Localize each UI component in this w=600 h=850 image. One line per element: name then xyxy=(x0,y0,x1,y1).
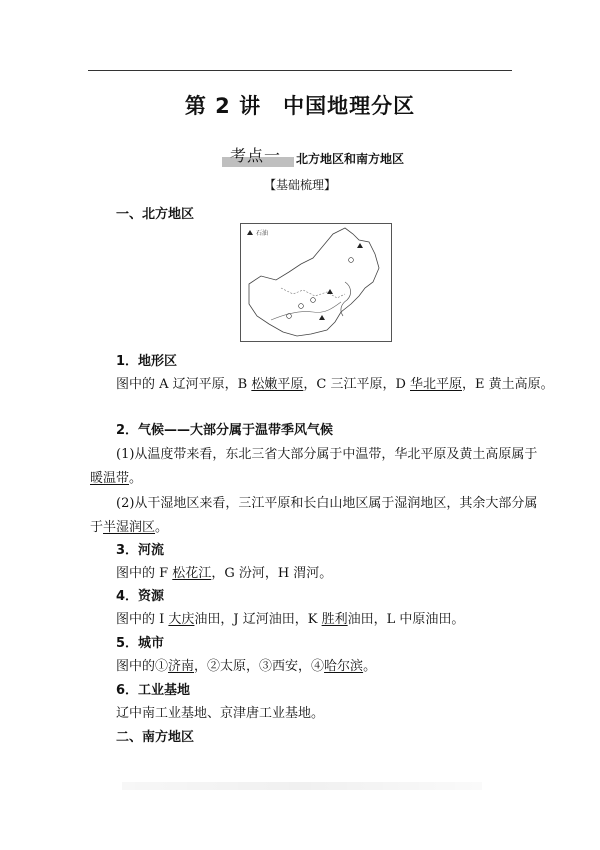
climate-p2-line2 xyxy=(90,516,168,535)
map-oil-symbol-2 xyxy=(327,289,333,294)
map-legend-icon xyxy=(247,230,253,235)
resources-answer-i: 大庆 xyxy=(168,612,195,627)
climate-p2-prefix: 于 xyxy=(90,520,104,535)
resources-mid: 油田，J 辽河油田，K xyxy=(194,612,322,627)
resources-prefix: 图中的 I xyxy=(116,612,169,627)
resources-heading: 4．资源 xyxy=(116,589,165,604)
rivers-heading: 3．河流 xyxy=(116,543,165,558)
resources-rest: 油田，L 中原油田。 xyxy=(347,612,465,627)
rivers-rest: ，G 汾河，H 渭河。 xyxy=(211,566,333,581)
lecture-topic: 中国地理分区 xyxy=(283,94,416,118)
resources-text xyxy=(116,608,464,627)
rivers-prefix: 图中的 F xyxy=(116,566,173,581)
cities-text xyxy=(116,655,376,674)
landform-answer-d: 华北平原 xyxy=(410,377,463,392)
landform-answer-b: 松嫩平原 xyxy=(251,377,304,392)
resources-answer-k: 胜利 xyxy=(321,612,348,627)
map-river xyxy=(271,302,341,320)
cities-prefix: 图中的① xyxy=(116,659,169,674)
lecture-number: 第 2 讲 xyxy=(184,94,262,118)
climate-p2-end: 。 xyxy=(155,520,169,535)
climate-p1-line2 xyxy=(90,467,142,486)
section-north-heading: 一、北方地区 xyxy=(116,207,195,222)
climate-p2-line1: (2)从干湿地区来看，三江平原和长白山地区属于湿润地区，其余大部分属 xyxy=(116,496,538,511)
map-oil-symbol-1 xyxy=(357,243,363,248)
map-figure xyxy=(241,224,391,341)
page-title xyxy=(0,90,600,120)
map-marker-2 xyxy=(311,298,316,303)
top-rule xyxy=(88,70,512,71)
industry-text: 辽中南工业基地、京津唐工业基地。 xyxy=(116,706,325,721)
industry-heading: 6．工业基地 xyxy=(116,683,191,698)
landform-mid: ，C 三江平原，D xyxy=(303,377,410,392)
map-marker-1 xyxy=(299,304,304,309)
landform-end: ，E 黄土高原。 xyxy=(462,377,554,392)
map-oil-symbol-3 xyxy=(319,315,325,320)
section-south-heading: 二、南方地区 xyxy=(116,730,195,745)
rivers-answer-f: 松花江 xyxy=(172,566,212,581)
map-marker-3 xyxy=(287,314,292,319)
landform-prefix: 图中的 A 辽河平原，B xyxy=(116,377,252,392)
map-legend-text: 石油 xyxy=(256,230,269,237)
cities-answer-4: 哈尔滨 xyxy=(324,659,364,674)
cities-mid: ，②太原，③西安，④ xyxy=(194,659,325,674)
landform-heading: 1．地形区 xyxy=(116,354,178,369)
landform-text xyxy=(116,373,554,392)
cities-answer-1: 济南 xyxy=(168,659,195,674)
cities-end: 。 xyxy=(363,659,377,674)
climate-p1-line1: (1)从温度带来看，东北三省大部分属于中温带，华北平原及黄土高原属于 xyxy=(116,447,538,462)
climate-heading: 2．气候——大部分属于温带季风气候 xyxy=(116,423,334,438)
kaodian-label: 考点一 xyxy=(230,146,282,165)
climate-p1-end: 。 xyxy=(129,471,143,486)
climate-answer-semihumid: 半湿润区 xyxy=(103,520,156,535)
climate-answer-warm: 暖温带 xyxy=(90,471,130,486)
north-china-map xyxy=(240,223,392,342)
map-marker-4 xyxy=(349,258,354,263)
map-inner-boundary xyxy=(281,288,345,298)
cities-heading: 5．城市 xyxy=(116,636,165,651)
basic-label: 【基础梳理】 xyxy=(263,178,336,192)
kaodian-subtitle: 北方地区和南方地区 xyxy=(296,152,405,166)
rivers-text xyxy=(116,562,332,581)
faint-footer-artifact xyxy=(122,782,482,790)
kaodian-badge xyxy=(222,143,294,167)
